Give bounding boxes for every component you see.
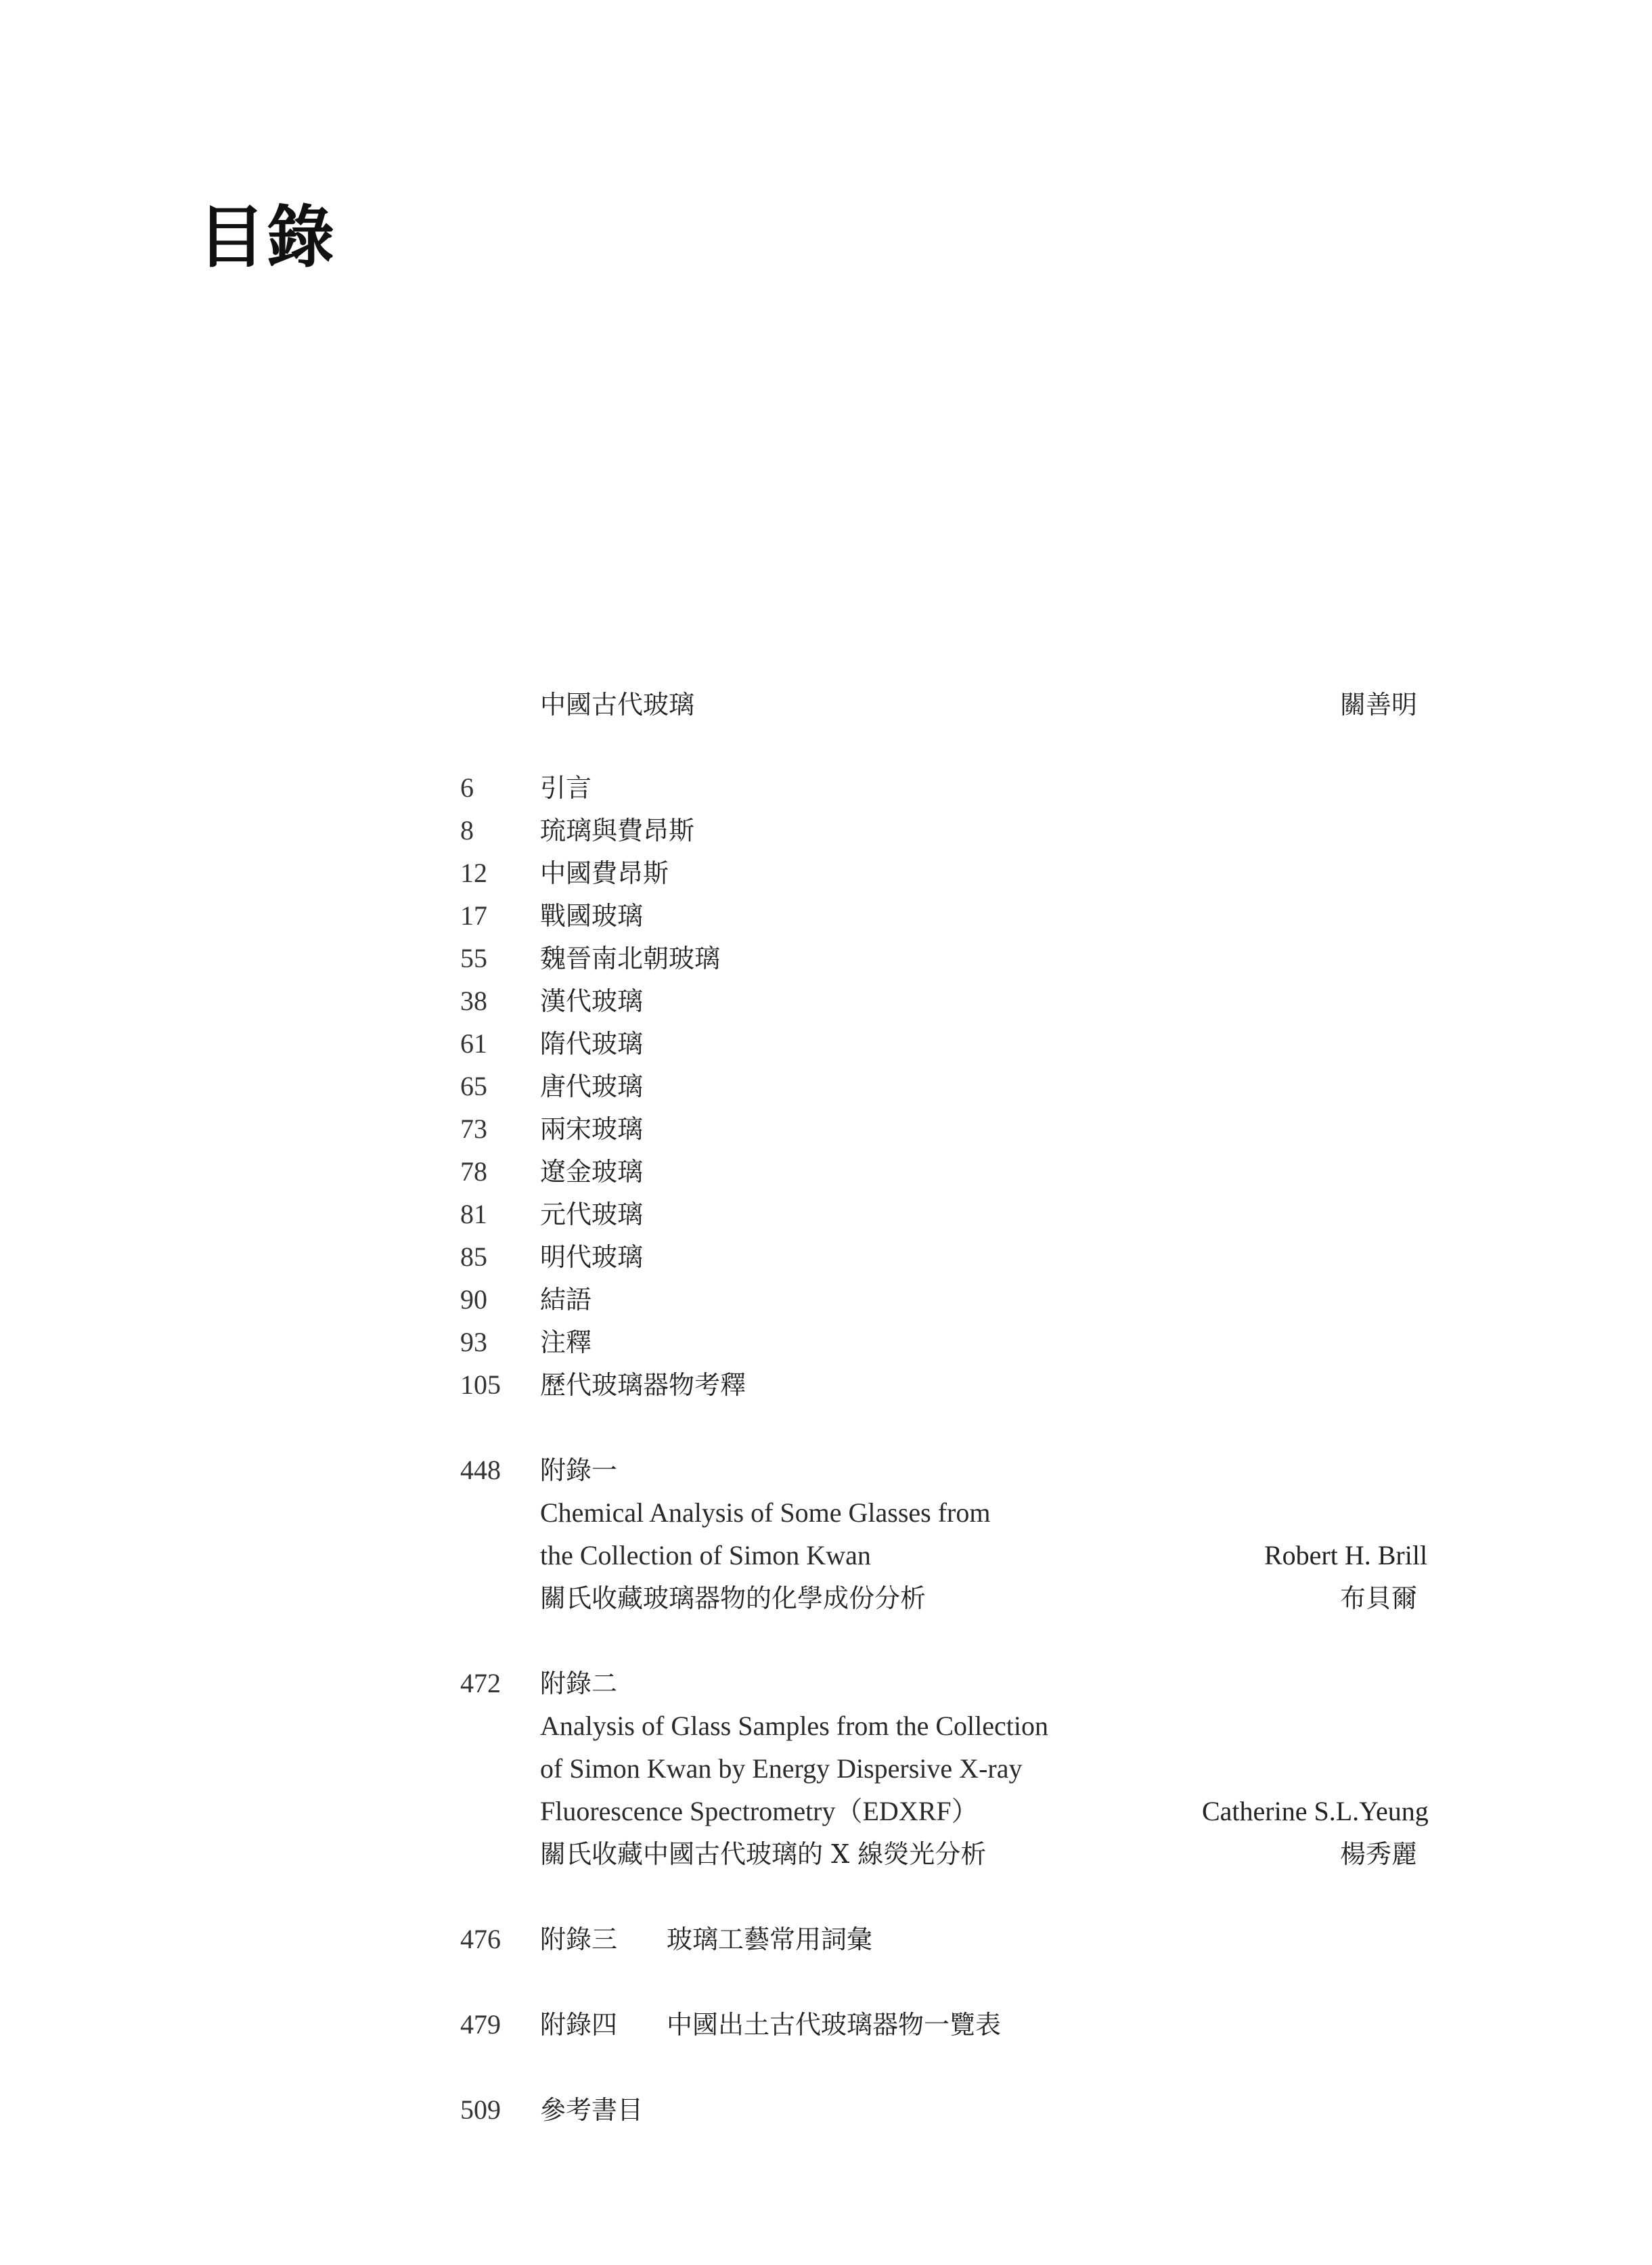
toc-page-number: 105 [460,1369,501,1400]
appendix-english-title: of Simon Kwan by Energy Dispersive X-ray [540,1753,1023,1784]
toc-title: 中國費昂斯 [540,858,669,888]
toc-page-number: 90 [460,1284,487,1315]
toc-page-number: 479 [460,2009,501,2040]
appendix-label: 附錄三 [540,1925,618,1954]
appendix-title: 玻璃工藝常用詞彙 [667,1925,873,1954]
toc-page-number: 61 [460,1028,487,1059]
toc-title: 魏晉南北朝玻璃 [540,944,721,973]
toc-title: 唐代玻璃 [540,1072,644,1101]
appendix-author-chinese: 楊秀麗 [1340,1839,1418,1869]
toc-page-number: 73 [460,1114,487,1144]
section-title[interactable]: 中國古代玻璃 [540,690,695,720]
toc-page-number: 476 [460,1924,501,1954]
toc-page-number: 78 [460,1156,487,1187]
toc-page-number: 93 [460,1327,487,1357]
appendix-label: 附錄一 [540,1455,618,1485]
toc-title: 結語 [540,1285,592,1315]
appendix-author-english: Robert H. Brill [1264,1540,1428,1570]
page-heading: 目錄 [198,197,336,277]
appendix-author-english: Catherine S.L.Yeung [1202,1796,1429,1826]
toc-title: 遼金玻璃 [540,1157,644,1187]
toc-title: 隋代玻璃 [540,1029,644,1059]
toc-page-number: 6 [460,772,474,803]
appendix-chinese-title: 關氏收藏中國古代玻璃的 X 線熒光分析 [540,1839,987,1869]
toc-title: 參考書目 [540,2095,644,2125]
toc-title: 引言 [540,773,592,803]
toc-page-number: 55 [460,943,487,973]
toc-page-number: 509 [460,2094,501,2125]
toc-page-number: 85 [460,1241,487,1272]
toc-title: 元代玻璃 [540,1200,644,1229]
appendix-chinese-title: 關氏收藏玻璃器物的化學成份分析 [540,1583,927,1613]
toc-title: 歷代玻璃器物考釋 [540,1370,746,1400]
toc-page-number: 81 [460,1199,487,1229]
section-author: 關善明 [1340,690,1418,720]
toc-page-number: 17 [460,900,487,931]
appendix-label: 附錄四 [540,2010,618,2040]
toc-page-number: 448 [460,1455,501,1485]
toc-title: 琉璃與費昂斯 [540,816,695,845]
toc-page-number: 472 [460,1668,501,1698]
appendix-english-title: Fluorescence Spectrometry（EDXRF） [540,1796,979,1826]
toc-page-number: 65 [460,1071,487,1101]
appendix-english-title: Chemical Analysis of Some Glasses from [540,1497,991,1528]
toc-page-number: 8 [460,815,474,845]
toc-title: 明代玻璃 [540,1242,644,1272]
toc-title: 戰國玻璃 [540,901,644,931]
appendix-label: 附錄二 [540,1669,618,1698]
toc-page-number: 12 [460,858,487,888]
toc-page-number: 38 [460,986,487,1016]
appendix-english-title: Analysis of Glass Samples from the Collection [540,1711,1049,1741]
appendix-title: 中國出土古代玻璃器物一覽表 [667,2010,1002,2040]
toc-title: 漢代玻璃 [540,986,644,1016]
appendix-english-title: the Collection of Simon Kwan [540,1540,871,1570]
toc-title: 注釋 [540,1327,592,1357]
appendix-author-chinese: 布貝爾 [1340,1583,1418,1613]
toc-title: 兩宋玻璃 [540,1114,644,1144]
